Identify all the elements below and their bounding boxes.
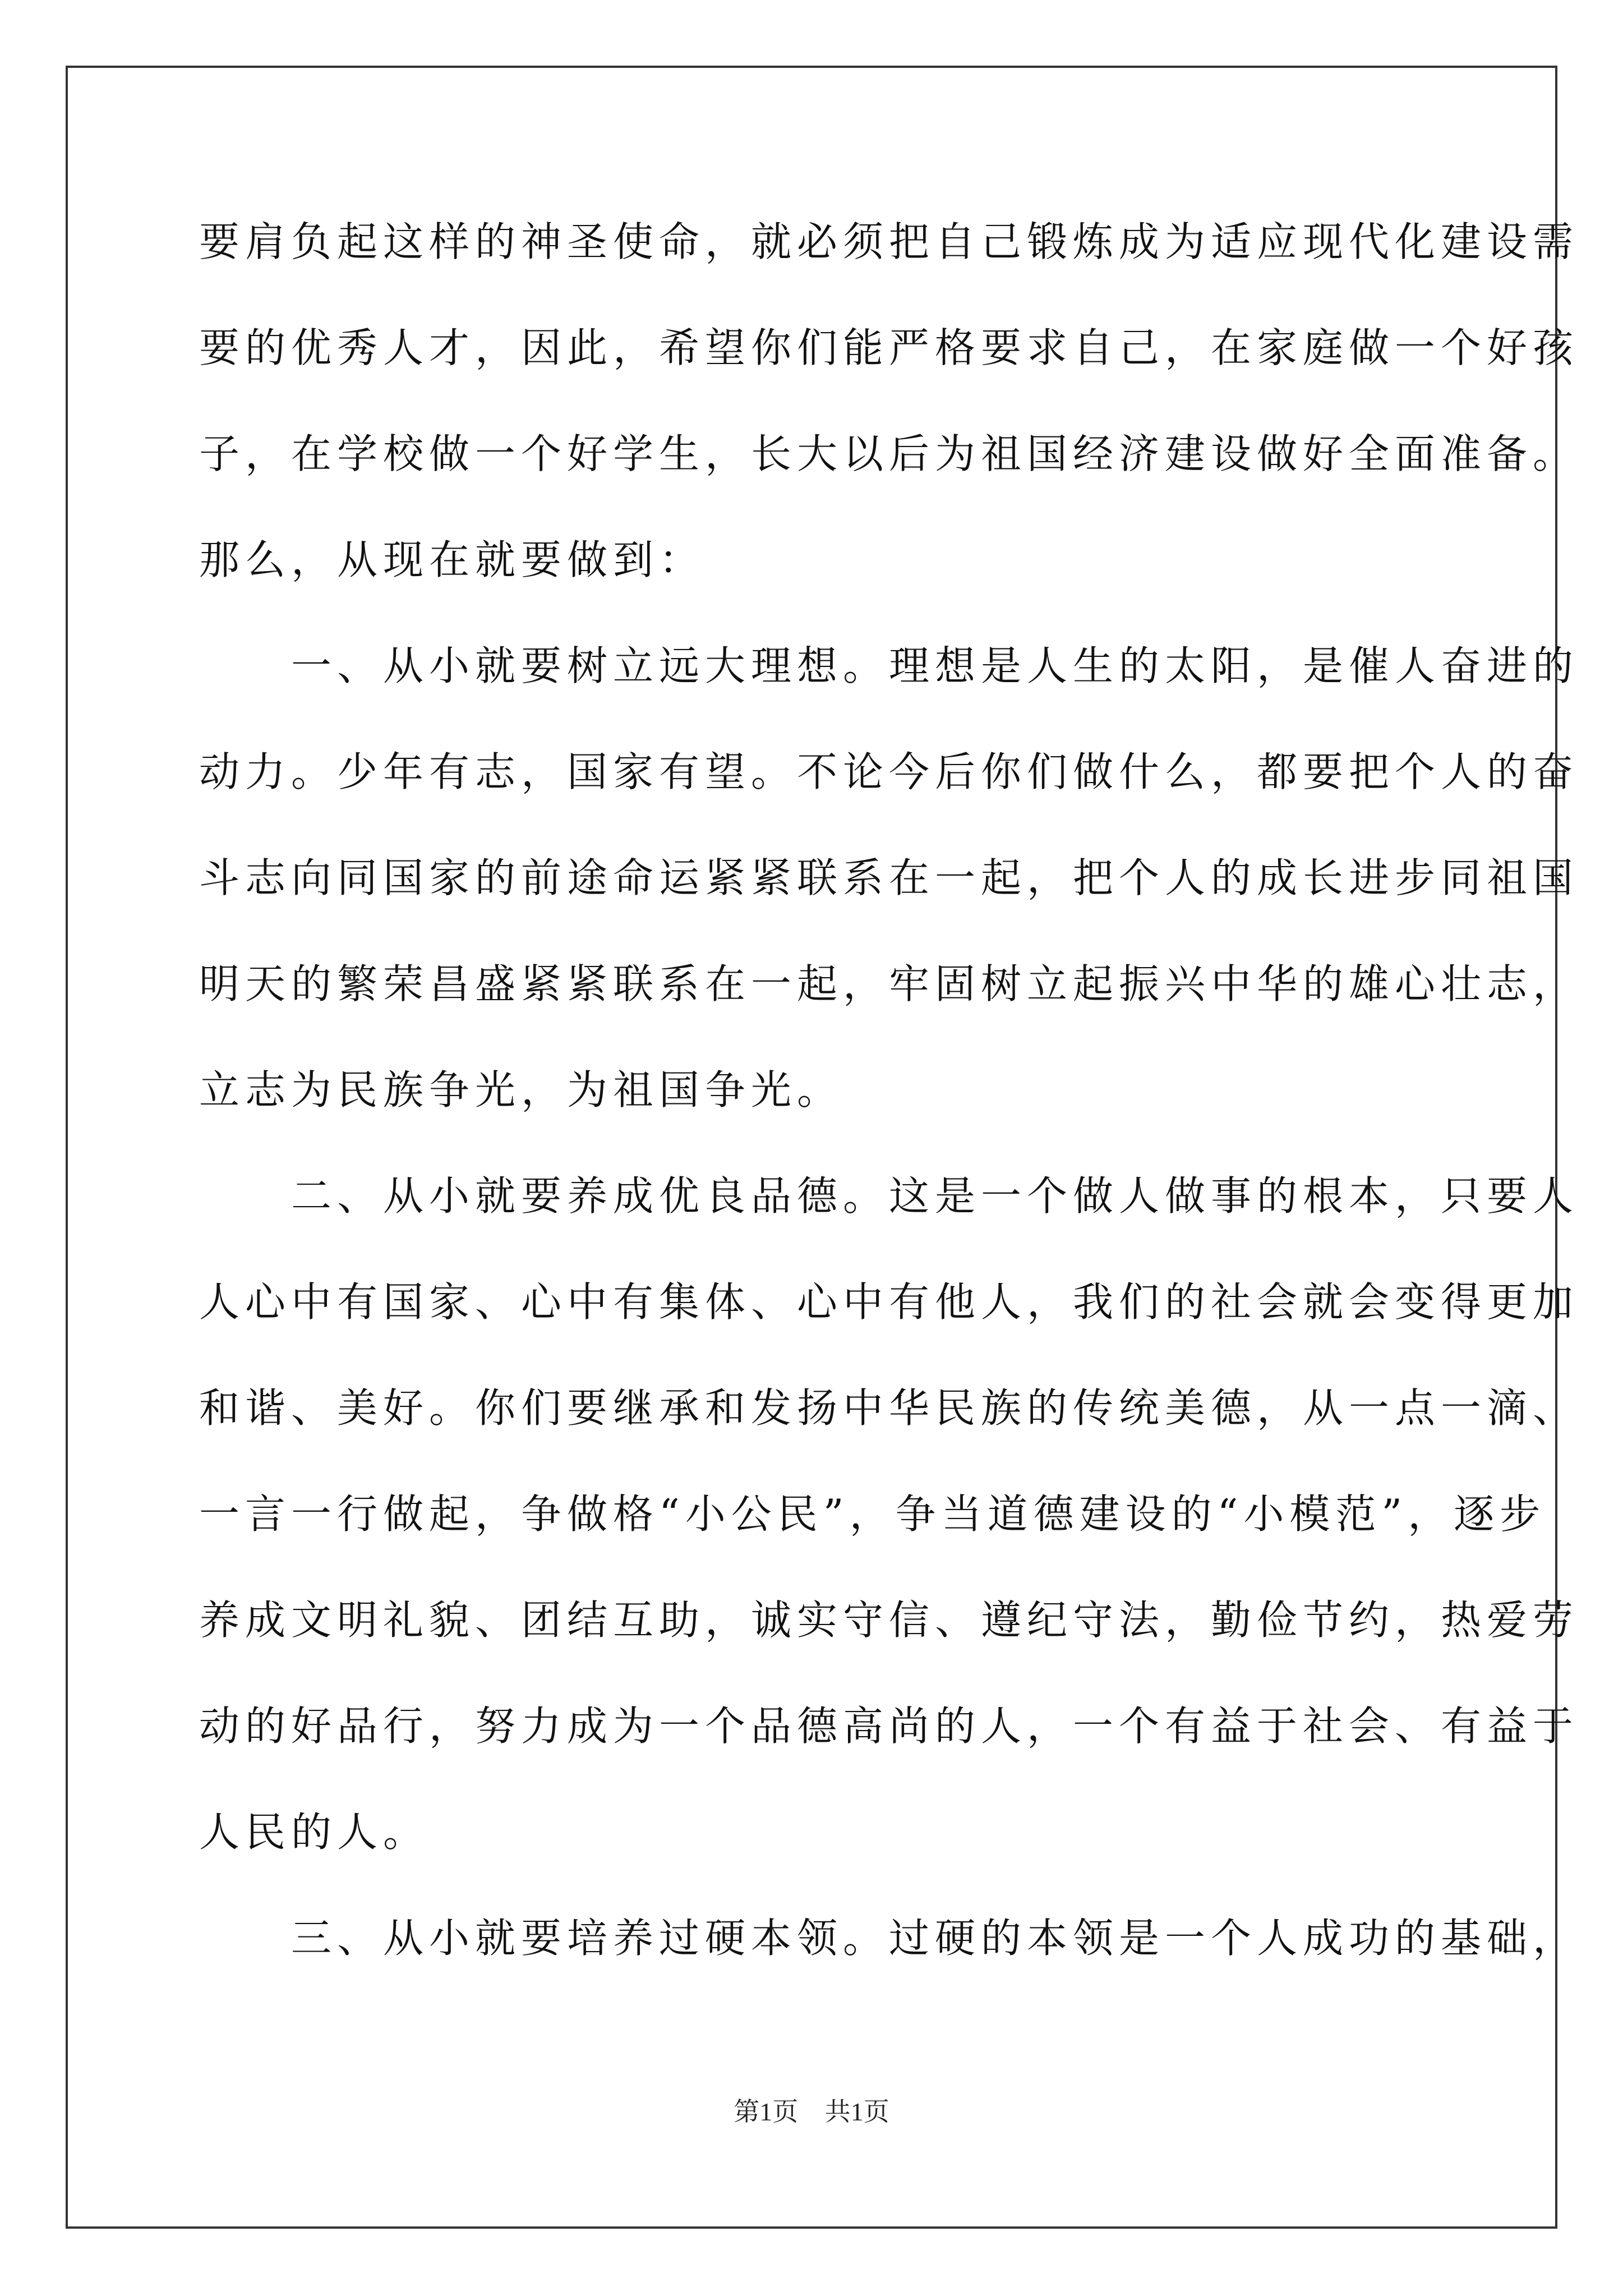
body-line-11: 人心中有国家、心中有集体、心中有他人，我们的社会就会变得更加 (199, 1278, 1579, 1326)
body-line-10: 二、从小就要养成优良品德。这是一个做人做事的根本，只要人 (199, 1172, 1579, 1220)
body-line-3: 子，在学校做一个好学生，长大以后为祖国经济建设做好全面准备。 (199, 430, 1579, 477)
page-number: 第1页 (734, 2097, 799, 2126)
page-footer (0, 2095, 1623, 2129)
body-line-2: 要的优秀人才，因此，希望你们能严格要求自己，在家庭做一个好孩 (199, 324, 1579, 371)
body-line-6: 动力。少年有志，国家有望。不论今后你们做什么，都要把个人的奋 (199, 748, 1579, 795)
body-line-1: 要肩负起这样的神圣使命，就必须把自己锻炼成为适应现代化建设需 (199, 218, 1579, 265)
body-line-7: 斗志向同国家的前途命运紧紧联系在一起，把个人的成长进步同祖国 (199, 854, 1579, 901)
body-line-8: 明天的繁荣昌盛紧紧联系在一起，牢固树立起振兴中华的雄心壮志， (199, 960, 1579, 1007)
body-line-12: 和谐、美好。你们要继承和发扬中华民族的传统美德，从一点一滴、 (199, 1384, 1579, 1432)
body-line-15: 动的好品行，努力成为一个品德高尚的人，一个有益于社会、有益于 (199, 1703, 1579, 1750)
body-line-17: 三、从小就要培养过硬本领。过硬的本领是一个人成功的基础， (199, 1915, 1579, 1962)
page-border (66, 66, 1557, 2229)
body-line-9: 立志为民族争光，为祖国争光。 (199, 1066, 843, 1114)
body-line-14: 养成文明礼貌、团结互助，诚实守信、遵纪守法，勤俭节约，热爱劳 (199, 1596, 1579, 1644)
body-line-4: 那么，从现在就要做到： (199, 536, 706, 583)
body-line-5: 一、从小就要树立远大理想。理想是人生的太阳，是催人奋进的 (199, 642, 1579, 689)
body-line-16: 人民的人。 (199, 1809, 430, 1856)
page-total: 共1页 (824, 2097, 889, 2126)
body-line-13: 一言一行做起，争做格“小公民”，争当道德建设的“小模范”，逐步 (199, 1490, 1546, 1538)
